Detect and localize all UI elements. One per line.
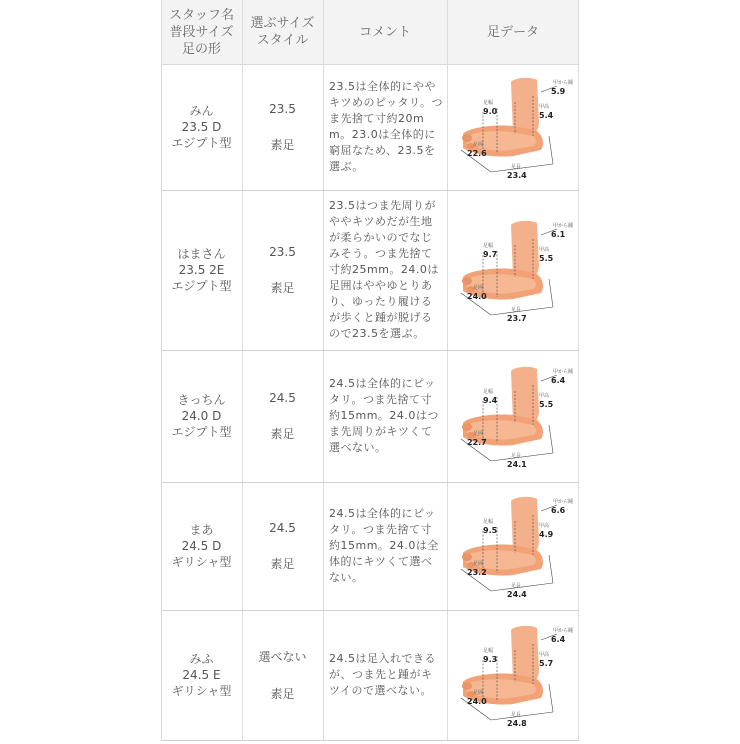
svg-text:23.4: 23.4 [507, 171, 527, 180]
svg-text:4.9: 4.9 [539, 530, 554, 539]
svg-text:足幅: 足幅 [483, 389, 494, 395]
staff-cell: みん 23.5 D エジプト型 [171, 104, 232, 150]
foot-diagram [447, 610, 579, 744]
svg-text:24.0: 24.0 [467, 292, 487, 301]
svg-text:9.7: 9.7 [483, 250, 498, 259]
staff-cell: みふ 24.5 E ギリシャ型 [171, 652, 232, 698]
size-style-cell [242, 610, 323, 740]
chosen-size: 23.5 [269, 101, 296, 116]
svg-text:5.4: 5.4 [539, 111, 554, 120]
table-row [161, 350, 579, 483]
header-foot-data: 足データ [486, 24, 539, 40]
svg-text:足長: 足長 [511, 583, 522, 589]
svg-text:甲から踵: 甲から踵 [553, 369, 574, 375]
table-row [161, 64, 579, 191]
staff-cell: はまさん 23.5 2E エジプト型 [171, 247, 232, 293]
svg-text:甲高: 甲高 [539, 523, 550, 529]
foot-data-cell [447, 482, 579, 610]
comment-cell [323, 190, 447, 350]
staff-cell: きっちん 24.0 D エジプト型 [171, 393, 232, 439]
header-staff: スタッフ名 普段サイズ 足の形 [168, 7, 234, 57]
svg-text:甲高: 甲高 [539, 652, 550, 658]
svg-text:足囲: 足囲 [473, 142, 484, 148]
comment-text: 24.5は全体的にピッタリ。つま先捨て寸約15mm。24.0はつま先周りがキツくて選べない。 [329, 377, 439, 454]
table-row [161, 610, 579, 741]
svg-text:23.2: 23.2 [467, 568, 487, 577]
size-table [161, 0, 579, 740]
svg-text:足長: 足長 [511, 307, 522, 313]
comment-text: 23.5は全体的にややキツめのピッタリ。つま先捨て寸約20mm。23.0は全体的に窮屈なため、23.5を選ぶ。 [329, 80, 444, 173]
svg-text:足長: 足長 [511, 453, 522, 459]
foot-data-cell [447, 350, 579, 482]
header-size-style: 選ぶサイズ スタイル [250, 16, 315, 48]
style-label: 素足 [270, 280, 295, 295]
svg-text:24.8: 24.8 [507, 719, 527, 728]
svg-text:6.4: 6.4 [551, 635, 566, 644]
svg-text:甲から踵: 甲から踵 [553, 223, 574, 229]
comment-text: 24.5は全体的にピッタリ。つま先捨て寸約15mm。24.0は全体的にキツくて選べない。 [329, 507, 439, 584]
style-label: 素足 [270, 687, 295, 701]
size-style-cell [242, 190, 323, 350]
svg-text:5.5: 5.5 [539, 254, 554, 263]
svg-text:22.6: 22.6 [467, 149, 487, 158]
staff-cell: まあ 24.5 D ギリシャ型 [171, 523, 232, 569]
svg-text:9.0: 9.0 [483, 107, 498, 116]
svg-text:9.5: 9.5 [483, 526, 498, 535]
svg-text:6.4: 6.4 [551, 376, 566, 385]
foot-diagram [447, 190, 579, 354]
svg-text:甲高: 甲高 [539, 247, 550, 253]
svg-text:足幅: 足幅 [483, 243, 494, 249]
svg-text:足長: 足長 [511, 164, 522, 170]
svg-text:足囲: 足囲 [473, 690, 484, 696]
svg-text:足幅: 足幅 [483, 519, 494, 525]
chosen-size: 24.5 [269, 520, 296, 535]
foot-data-cell [447, 610, 579, 740]
comment-cell [323, 482, 447, 610]
foot-diagram [447, 64, 579, 194]
svg-text:5.5: 5.5 [539, 400, 554, 409]
svg-text:足長: 足長 [511, 712, 522, 718]
svg-text:足囲: 足囲 [473, 431, 484, 437]
svg-text:6.6: 6.6 [551, 506, 566, 515]
chosen-size: 24.5 [269, 390, 296, 405]
style-label: 素足 [270, 137, 295, 152]
svg-text:23.7: 23.7 [507, 314, 527, 323]
svg-text:足囲: 足囲 [473, 561, 484, 567]
foot-data-cell [447, 64, 579, 190]
comment-cell [323, 610, 447, 740]
svg-text:22.7: 22.7 [467, 438, 487, 447]
header-comment: コメント [358, 24, 411, 40]
size-style-cell [242, 350, 323, 482]
size-style-cell [242, 482, 323, 610]
style-label: 素足 [270, 556, 295, 571]
style-label: 素足 [270, 426, 295, 441]
svg-text:甲から踵: 甲から踵 [553, 628, 574, 634]
table-header [161, 0, 579, 65]
svg-text:9.3: 9.3 [483, 655, 498, 664]
svg-text:甲から踵: 甲から踵 [553, 499, 574, 505]
svg-text:甲から踵: 甲から踵 [553, 80, 574, 86]
chosen-size: 選べない [258, 650, 307, 664]
comment-text: 23.5はつま先周りがややキツめだが生地が柔らかいのでなじみそう。つま先捨て寸約25mm。24.0は足囲はややゆとりあり、ゆったり履けるが歩くと踵が脱げるので23.5を選ぶ。 [329, 199, 439, 340]
chosen-size: 23.5 [269, 244, 296, 259]
table-row [161, 190, 579, 351]
svg-text:24.0: 24.0 [467, 697, 487, 706]
svg-text:5.7: 5.7 [539, 659, 554, 668]
svg-text:24.1: 24.1 [507, 460, 527, 469]
svg-text:甲高: 甲高 [539, 393, 550, 399]
comment-cell [323, 350, 447, 482]
comment-cell [323, 64, 447, 190]
svg-text:6.1: 6.1 [551, 230, 566, 239]
foot-diagram [447, 482, 579, 614]
svg-text:24.4: 24.4 [507, 590, 527, 599]
svg-text:甲高: 甲高 [539, 104, 550, 110]
svg-text:足幅: 足幅 [483, 100, 494, 106]
svg-text:足幅: 足幅 [483, 648, 494, 654]
table-row [161, 482, 579, 611]
svg-text:9.4: 9.4 [483, 396, 498, 405]
foot-diagram [447, 350, 579, 486]
svg-text:5.9: 5.9 [551, 87, 566, 96]
foot-data-cell [447, 190, 579, 350]
size-style-cell [242, 64, 323, 190]
comment-text: 24.5は足入れできるが、つま先と踵がキツイので選べない。 [329, 652, 436, 697]
svg-text:足囲: 足囲 [473, 285, 484, 291]
